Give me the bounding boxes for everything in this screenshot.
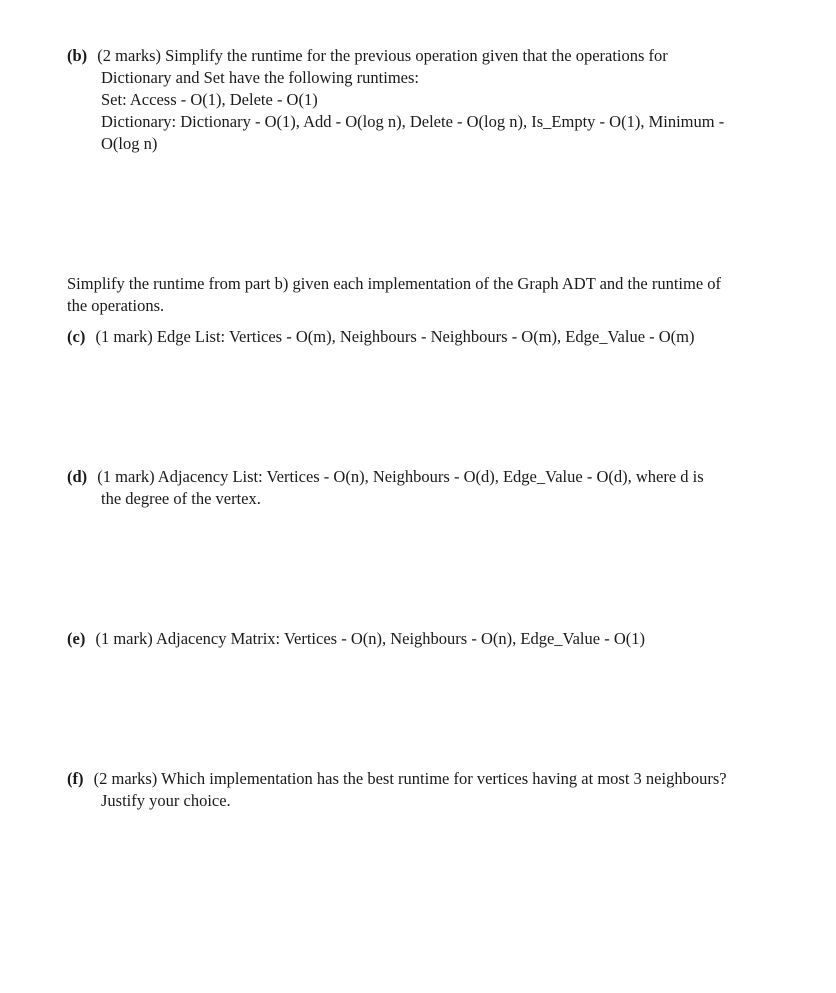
dictionary-runtimes: Dictionary: Dictionary - O(1), Add - O(log n), Delete - O(log n), Is_Empty - O(1), Minimum - [101,112,725,131]
question-c-text: Edge List: Vertices - O(m), Neighbours - Neighbours - O(m), Edge_Value - O(m) [156,327,695,346]
graph-adt-intro [67,273,807,317]
question-e [67,628,807,650]
question-c-label: (c) [67,327,86,346]
question-d-marks: (1 mark) [97,467,155,486]
intro-line-1: Simplify the runtime from part b) given each implementation of the Graph ADT and the runtime of [67,274,722,293]
question-f-text-1: Which implementation has the best runtime for vertices having at most 3 neighbours? [161,769,727,788]
question-b-line-1 [67,45,807,67]
question-e-line-1 [67,628,807,650]
question-e-text: Adjacency Matrix: Vertices - O(n), Neighbours - O(n), Edge_Value - O(1) [155,629,645,648]
question-b-text-1: Simplify the runtime for the previous operation given that the operations for [165,46,668,65]
question-f-text-2: Justify your choice. [101,791,231,810]
question-f-marks: (2 marks) [93,769,158,788]
question-f [67,768,807,812]
question-d-text-2: the degree of the vertex. [101,489,261,508]
question-e-marks: (1 mark) [95,629,153,648]
question-d-line-1 [67,466,807,488]
intro-line-2: the operations. [67,296,165,315]
question-e-label: (e) [67,629,86,648]
question-d-label: (d) [67,467,88,486]
question-f-line-1 [67,768,807,790]
set-runtimes: Set: Access - O(1), Delete - O(1) [101,90,318,109]
question-f-label: (f) [67,769,84,788]
question-b-label: (b) [67,46,88,65]
dictionary-runtimes-cont: O(log n) [101,134,158,153]
question-c [67,326,807,348]
question-b [67,45,807,155]
question-d-text-1: Adjacency List: Vertices - O(n), Neighbours - O(d), Edge_Value - O(d), where d is [157,467,704,486]
question-d [67,466,807,510]
question-c-line-1 [67,326,807,348]
question-c-marks: (1 mark) [95,327,153,346]
question-b-marks: (2 marks) [97,46,161,65]
question-b-text-2: Dictionary and Set have the following runtimes: [101,68,420,87]
